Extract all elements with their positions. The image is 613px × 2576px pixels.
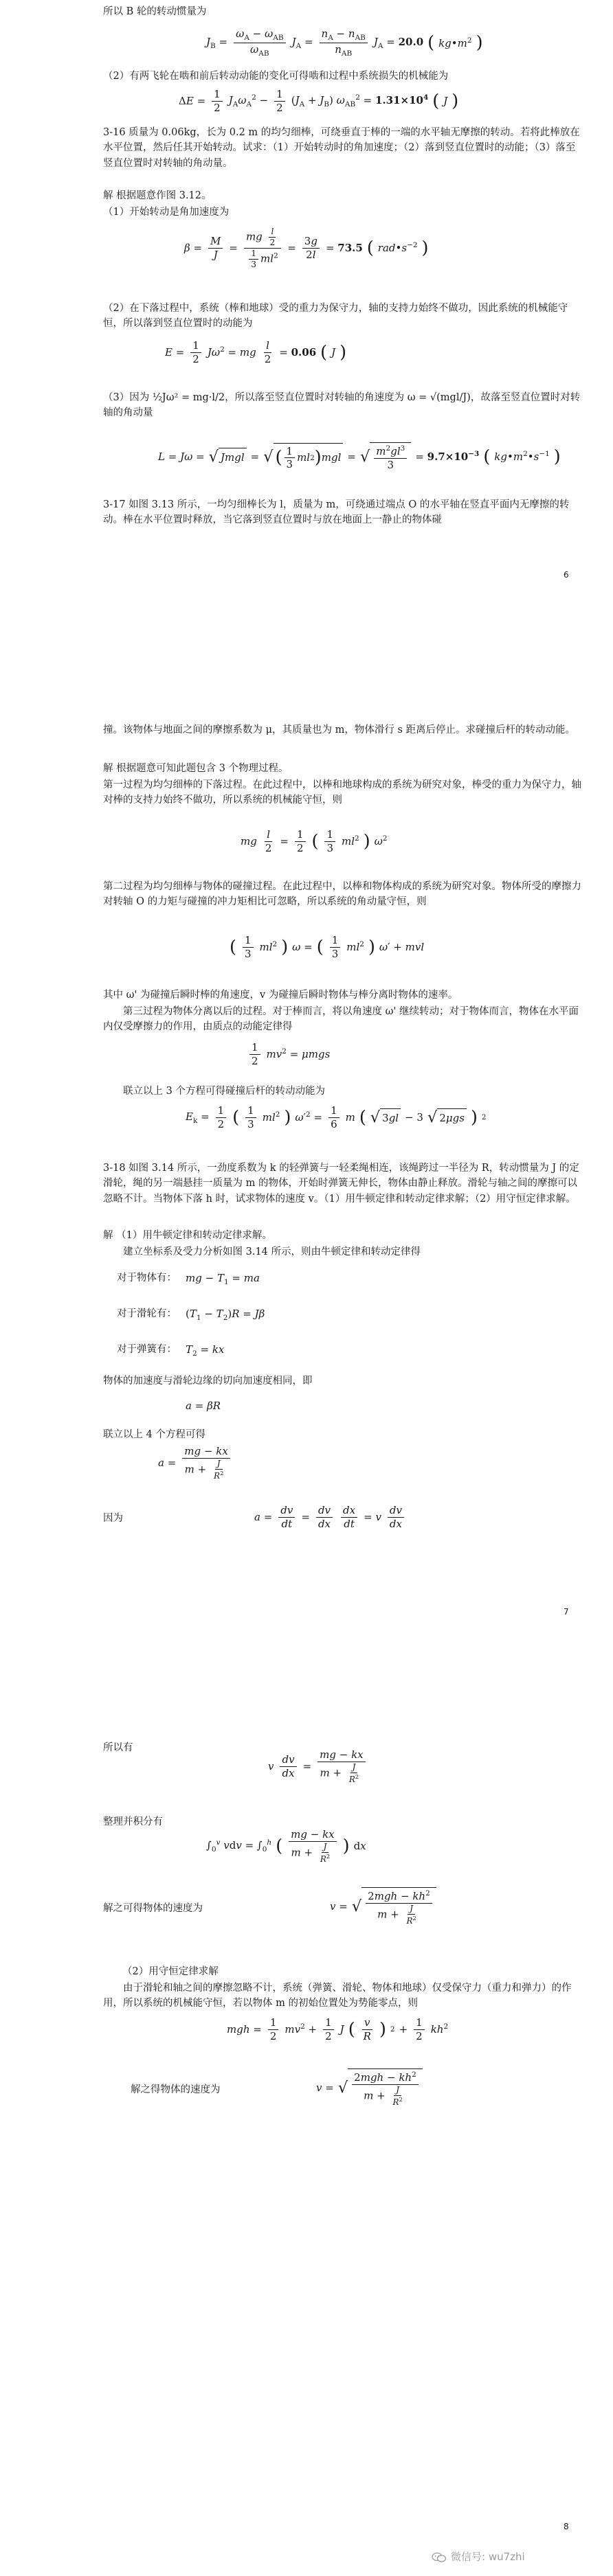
paragraph: 联立以上 4 个方程可得 xyxy=(103,1429,205,1440)
paragraph: （1）开始转动是角加速度为 xyxy=(103,207,230,218)
wechat-icon xyxy=(432,2552,447,2563)
paragraph: 联立以上 3 个方程可得碰撞后杆的转动动能为 xyxy=(123,1086,325,1097)
paragraph: 所以 B 轮的转动惯量为 xyxy=(103,6,207,17)
page-number: 8 xyxy=(564,2522,569,2531)
paragraph: 解之得物体的速度为 xyxy=(131,2084,221,2095)
problem-3-17: 3-17 如图 3.13 所示，一均匀细棒长为 l，质量为 m，可绕通过端点 O 的水平轴在竖直平面内无摩擦的转动。棒在水平位置时释放，当它落到竖直位置时与放在地面上一静止的物体碰 xyxy=(103,499,570,526)
equation-ek: E = $\frac{1}{2}$ $J\omega^2$ = mg $\frac{l}{2}$ = 0.06 ( J ) xyxy=(165,339,347,365)
equation-vdvdx: v $\frac{dv}{dx}$ = mg − kx m + $\frac{J}{R^2}$ xyxy=(268,1748,368,1785)
equation-friction: $\frac{1}{2}$ $mv^2 = \mu mgs$ xyxy=(247,1041,330,1068)
paragraph: 其中 ω' 为碰撞后瞬时棒的角速度，v 为碰撞后瞬时物体与棒分离时物体的速率。 xyxy=(103,990,458,1001)
equation-delta-e: ΔE = $\frac{1}{2}$ $J_A\omega_A^2$ − $\frac{1}{2}$ $(J_A + J_B) \omega_{AB}^2 = 1.31\times 10^4$ ( J ) xyxy=(179,88,459,114)
equation-object: mg − $T_1$ = ma xyxy=(186,1272,260,1286)
equation-beta: β = $\frac{M}{J}$ = mg $\frac{l}{2}$ $\frac{1}{3}$ $ml^2$ = $\frac{3g}{2l}$ = 73.5 ( $rad•s^{-2}$ ) xyxy=(184,227,429,269)
equation-integral: $\int_0^v$ vdv = $\int_0^h$ ( mg − kx m + $\frac{J}{R^2}$ ) dx xyxy=(206,1828,366,1864)
paragraph: 第一过程为均匀细棒的下落过程。在此过程中，以棒和地球构成的系统为研究对象，棒受的重力为保守力，轴对棒的支持力始终不做功，所以系统的机械能守恒，则 xyxy=(103,779,581,806)
paragraph: 整理并积分有 xyxy=(103,1816,163,1827)
paragraph: （2）用守恒定律求解 xyxy=(122,1966,219,1977)
equation-momentum: ( $\frac{1}{3}$ $ml^2$ ) ω = ( $\frac{1}{3}$ $ml^2$ ) ω′ + mvl xyxy=(230,934,425,960)
page-number: 7 xyxy=(564,1607,569,1617)
page-3 xyxy=(0,1717,613,2576)
paragraph: 撞。该物体与地面之间的摩擦系数为 μ，其质量也为 m，物体滑行 s 距离后停止。求碰撞后杆的转动动能。 xyxy=(103,725,576,736)
paragraph: 解 （1）用牛顿定律和转动定律求解。 xyxy=(103,1230,272,1241)
paragraph: 解 根据题意可知此题包含 3 个物理过程。 xyxy=(103,763,289,774)
equation-a: a = mg − kx m + $\frac{J}{R^2}$ xyxy=(158,1445,232,1481)
paragraph: 所以有 xyxy=(103,1742,133,1753)
equation-pulley: $(T_1 - T_2)R = J\beta$ xyxy=(186,1308,265,1322)
label-pulley: 对于滑轮有： xyxy=(117,1308,177,1319)
page-1 xyxy=(0,0,613,687)
paragraph: 由于滑轮和轴之间的摩擦忽略不计，系统（弹簧、滑轮、物体和地球）仅受保守力（重力和弹力）的作用，所以系统的机械能守恒，若以物体 m 的初始位置处为势能零点，则 xyxy=(103,1983,572,2009)
paragraph: 第三过程为物体分离以后的过程。对于棒而言，将以角速度 ω' 继续转动；对于物体而言，物体在水平面内仅受摩擦力的作用，由质点的动能定律得 xyxy=(103,1006,579,1033)
equation-angular-momentum: L = Jω = √ Jmgl = √ ( $\frac{1}{3}$ ml 2 ) mgl = √ $\frac{m^2gl^3}{3}$ = $9.7\times 10^{-3}$ ( $kg•m^2•s^{-1}$ ) xyxy=(158,442,561,472)
equation-dvdt: a = $\frac{dv}{dt}$ = $\frac{dv}{dx}$ $\frac{dx}{dt}$ = v $\frac{dv}{dx}$ xyxy=(254,1504,406,1531)
page-2 xyxy=(0,687,613,1703)
equation-velocity-2: v = √ $2mgh - kh^2$ m + $\frac{J}{R^2}$ xyxy=(316,2068,423,2108)
equation-kinetic: $E_k$ = $\frac{1}{2}$ ( $\frac{1}{3}$ $ml^2$ ) $\omega'^2$ = $\frac{1}{6}$ m ( √ 3 gl − 3 √ 2 μgs ) 2 xyxy=(186,1104,487,1130)
watermark-label: 微信号: wu7zhi xyxy=(451,2551,525,2563)
wechat-watermark xyxy=(432,2549,525,2565)
paragraph: （2）有两飞轮在啮和前后转动动能的变化可得啮和过程中系统损失的机械能为 xyxy=(103,71,449,82)
paragraph: 解之可得物体的速度为 xyxy=(103,1903,203,1914)
problem-3-18: 3-18 如图 3.14 所示，一劲度系数为 k 的轻弹簧与一轻柔绳相连，该绳跨过一半径为 R，转动惯量为 J 的定滑轮，绳的另一端悬挂一质量为 m 的物体，开始时弹簧无伸长，物体由静止释放。滑轮与轴之间的摩擦可以忽略不计。当物体下落 h 时，试求物体的速度 v。（1）用牛顿定律和转动定律求解；（2）用守恒定律求解。 xyxy=(103,1163,579,1205)
paragraph: （2）在下落过程中，系统（棒和地球）受的重力为保守力，轴的支持力始终不做功，因此系统的机械能守恒，所以落到竖直位置时的动能为 xyxy=(103,303,568,330)
equation-accel: a = βR xyxy=(186,1400,221,1412)
equation-jb: $J_B$ = $\frac{\omega_A - \omega_{AB}}{\omega_{AB}}$ $J_A$ = $\frac{n_A - n_{AB}}{n_{AB}}$ $J_A = 20.0$ ( $kg•m^2$ ) xyxy=(206,27,483,58)
label-object: 对于物体有： xyxy=(117,1273,177,1284)
paragraph: 第二过程为均匀细棒与物体的碰撞过程。在此过程中，以棒和物体构成的系统为研究对象。物体所受的摩擦力对转轴 O 的力矩与碰撞的冲力矩相比可忽略，所以系统的角动量守恒，则 xyxy=(103,881,581,908)
label-spring: 对于弹簧有： xyxy=(117,1344,177,1355)
equation-velocity-1: v = √ $2mgh - kh^2$ m + $\frac{J}{R^2}$ xyxy=(330,1887,436,1926)
page-number: 6 xyxy=(564,570,569,580)
paragraph: 物体的加速度与滑轮边缘的切向加速度相同，即 xyxy=(103,1376,313,1387)
equation-energy-1: mg $\frac{l}{2}$ = $\frac{1}{2}$ ( $\frac{1}{3}$ $ml^2$ ) $\omega^2$ xyxy=(241,828,388,854)
equation-spring: $T_2$ = kx xyxy=(186,1343,225,1358)
equation-conservation: mgh = $\frac{1}{2}$ $mv^2$ + $\frac{1}{2}$ J ( $\frac{v}{R}$ ) 2 + $\frac{1}{2}$ $kh^2$ xyxy=(227,2016,449,2042)
paragraph: 建立坐标系及受力分析如图 3.14 所示，则由牛顿定律和转动定律得 xyxy=(123,1246,421,1257)
paragraph: （3）因为 ½Jω² = mg·l/2，所以落至竖直位置时对转轴的角速度为 ω = √(mgl/J)，故落至竖直位置时对转轴的角动量 xyxy=(103,392,581,419)
paragraph: 解 根据题意作图 3.12。 xyxy=(103,190,212,201)
problem-3-16: 3-16 质量为 0.06kg，长为 0.2 m 的均匀细棒，可绕垂直于棒的一端的水平轴无摩擦的转动。若将此棒放在水平位置，然后任其开始转动。试求：（1）开始转动时的角加速度；（2）落到竖直位置时的动能；（3）落至竖直位置时对转轴的角动量。 xyxy=(103,127,580,169)
paragraph: 因为 xyxy=(103,1513,123,1524)
